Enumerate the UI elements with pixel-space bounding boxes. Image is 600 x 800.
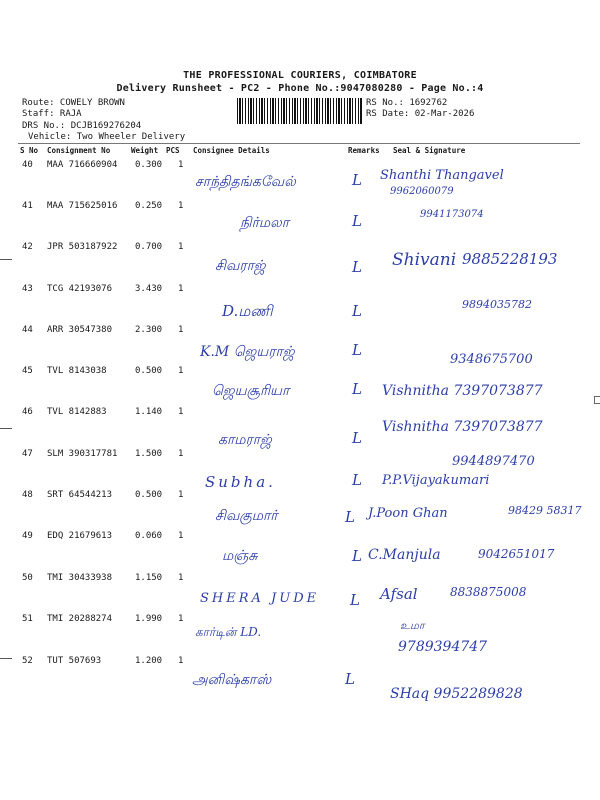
row-signature: உமா [400, 619, 425, 632]
row-consignee-handwriting: அனிஷ்காஸ் [192, 672, 272, 688]
row-remark-mark: L [352, 429, 362, 447]
row-signature-phone: 9941173074 [420, 209, 484, 220]
row-remark-mark: L [350, 591, 360, 609]
row-sno: 43 [22, 284, 33, 294]
row-signature-phone: 9894035782 [462, 298, 532, 311]
row-weight: 0.250 [135, 201, 163, 211]
row-weight: 0.700 [135, 242, 163, 252]
row-sno: 46 [22, 407, 33, 417]
row-signature: Vishnitha 7397073877 [382, 383, 543, 399]
row-consignee-handwriting: நிர்மலா [240, 215, 290, 231]
row-signature: J.Poon Ghan [368, 506, 448, 521]
vehicle-label: Vehicle: Two Wheeler Delivery [28, 132, 186, 142]
row-remark-mark: L [352, 341, 362, 359]
row-weight: 0.500 [135, 366, 163, 376]
row-pcs: 1 [178, 531, 184, 541]
row-consignment: TUT 507693 [47, 656, 102, 666]
company-title: THE PROFESSIONAL COURIERS, COIMBATORE [183, 70, 417, 81]
row-pcs: 1 [178, 366, 184, 376]
row-signature: SHaq 9952289828 [390, 686, 523, 702]
row-sno: 51 [22, 614, 33, 624]
row-signature: Shanthi Thangavel [380, 168, 504, 183]
row-pcs: 1 [178, 242, 184, 252]
row-sno: 42 [22, 242, 33, 252]
row-consignment: SRT 64544213 [47, 490, 113, 500]
row-sno: 45 [22, 366, 33, 376]
margin-tick [0, 428, 12, 429]
row-remark-mark: L [345, 508, 355, 526]
row-signature: Shivani [392, 250, 457, 270]
row-consignee-handwriting: ஜெயசூரியா [212, 383, 290, 399]
col-header-sno: S No [20, 146, 39, 155]
row-signature: P.P.Vijayakumari [382, 473, 490, 488]
row-signature-phone: 9348675700 [450, 352, 533, 367]
row-pcs: 1 [178, 573, 184, 583]
row-pcs: 1 [178, 325, 184, 335]
row-consignment: TMI 30433938 [47, 573, 113, 583]
row-signature-phone: 98429 58317 [508, 504, 582, 517]
row-weight: 1.990 [135, 614, 163, 624]
row-remark-mark: L [352, 212, 362, 230]
row-weight: 2.300 [135, 325, 163, 335]
row-consignee-handwriting: கார்டின் LD. [195, 625, 262, 639]
col-header-consignee: Consignee Details [193, 146, 270, 155]
row-weight: 1.200 [135, 656, 163, 666]
table-row [0, 656, 600, 720]
row-consignment: EDQ 21679613 [47, 531, 113, 541]
row-signature: Vishnitha 7397073877 [382, 419, 543, 435]
row-weight: 1.150 [135, 573, 163, 583]
margin-tick [0, 259, 12, 260]
scan-edge-mark [594, 396, 600, 404]
row-remark-mark: L [352, 380, 362, 398]
row-pcs: 1 [178, 201, 184, 211]
row-remark-mark: L [352, 258, 362, 276]
row-pcs: 1 [178, 160, 184, 170]
row-weight: 0.300 [135, 160, 163, 170]
row-pcs: 1 [178, 407, 184, 417]
row-signature-phone: 9789394747 [398, 639, 488, 655]
row-consignment: MAA 715625016 [47, 201, 118, 211]
row-remark-mark: L [352, 171, 362, 189]
row-remark-mark: L [352, 302, 362, 320]
row-remark-mark: L [352, 547, 362, 565]
col-header-weight: Weight [131, 146, 159, 155]
drs-number: DRS No.: DCJB169276204 [22, 121, 142, 131]
row-consignment: TCG 42193076 [47, 284, 113, 294]
row-pcs: 1 [178, 614, 184, 624]
row-sno: 41 [22, 201, 33, 211]
staff-label: Staff: RAJA [22, 109, 82, 119]
row-weight: 0.060 [135, 531, 163, 541]
rs-date: RS Date: 02-Mar-2026 [366, 109, 475, 119]
row-remark-mark: L [345, 670, 355, 688]
row-pcs: 1 [178, 490, 184, 500]
row-consignee-handwriting: சிவகுமார் [215, 508, 278, 524]
row-consignment: ARR 30547380 [47, 325, 113, 335]
col-header-seal: Seal & Signature [393, 146, 466, 155]
row-weight: 3.430 [135, 284, 163, 294]
row-sno: 40 [22, 160, 33, 170]
row-consignment: TVL 8143038 [47, 366, 107, 376]
row-remark-mark: L [352, 471, 362, 489]
row-consignment: TVL 8142883 [47, 407, 107, 417]
col-header-consignment: Consignment No [47, 146, 111, 155]
row-weight: 1.500 [135, 449, 163, 459]
row-consignee-handwriting: மஞ்சு [222, 548, 258, 564]
row-consignee-handwriting: Subha. [205, 473, 276, 491]
row-consignee-handwriting: சிவராஜ் [215, 258, 266, 274]
row-pcs: 1 [178, 656, 184, 666]
row-sno: 50 [22, 573, 33, 583]
row-pcs: 1 [178, 284, 184, 294]
row-consignment: JPR 503187922 [47, 242, 118, 252]
row-weight: 1.140 [135, 407, 163, 417]
row-signature: Afsal [380, 585, 418, 603]
row-consignee-handwriting: காமராஜ் [218, 432, 272, 448]
row-signature-phone: 9042651017 [478, 547, 555, 561]
barcode-image [237, 98, 363, 124]
col-header-pcs: PCS [166, 146, 180, 155]
row-consignment: TMI 20288274 [47, 614, 113, 624]
runsheet-title: Delivery Runsheet - PC2 - Phone No.:9047080280 - Page No.:4 [116, 83, 484, 94]
rs-number: RS No.: 1692762 [366, 98, 448, 108]
row-sno: 52 [22, 656, 33, 666]
row-consignee-handwriting: D.மணி [222, 302, 273, 320]
margin-tick [0, 658, 12, 659]
row-sno: 49 [22, 531, 33, 541]
col-header-remarks: Remarks [348, 146, 380, 155]
row-consignee-handwriting: சாந்திதங்கவேல் [195, 174, 296, 190]
row-consignment: SLM 390317781 [47, 449, 118, 459]
row-sno: 47 [22, 449, 33, 459]
header-divider [18, 143, 580, 144]
row-signature: C.Manjula [368, 547, 441, 563]
row-signature-phone: 9962060079 [390, 186, 454, 197]
row-consignee-handwriting: K.M ஜெயராஜ் [200, 344, 295, 360]
row-pcs: 1 [178, 449, 184, 459]
row-signature-phone: 8838875008 [450, 585, 527, 599]
row-consignment: MAA 716660904 [47, 160, 118, 170]
row-weight: 0.500 [135, 490, 163, 500]
row-signature-phone: 9944897470 [452, 454, 535, 469]
row-sno: 48 [22, 490, 33, 500]
route-label: Route: COWELY BROWN [22, 98, 125, 108]
row-consignee-handwriting: SHERA JUDE [200, 591, 320, 606]
row-signature-phone: 9885228193 [462, 250, 558, 268]
row-sno: 44 [22, 325, 33, 335]
